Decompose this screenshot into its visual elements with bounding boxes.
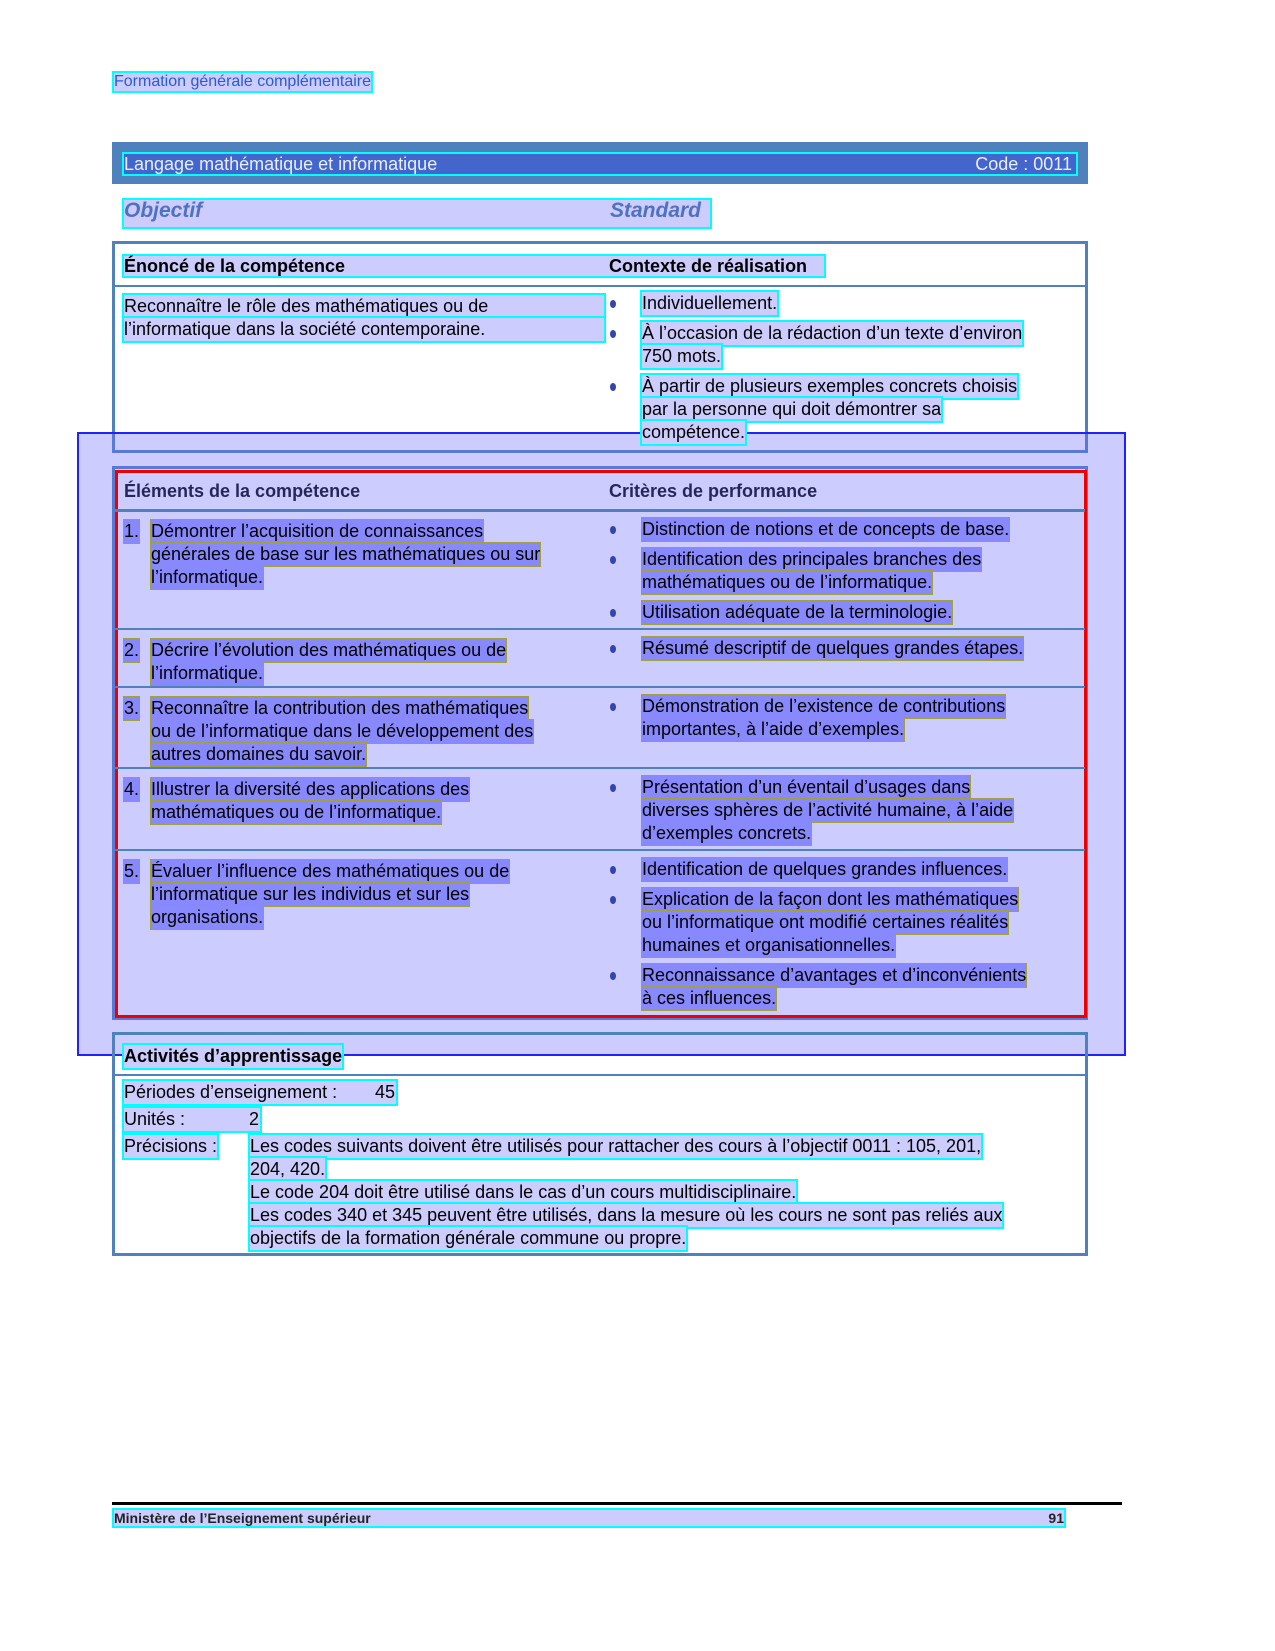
bullet-icon bbox=[610, 383, 616, 391]
bullet-icon bbox=[610, 784, 616, 792]
element-line: Démontrer l’acquisition de connaissances bbox=[151, 521, 484, 541]
element-number: 5. bbox=[124, 861, 140, 881]
footer-rule bbox=[112, 1502, 1122, 1505]
row-divider bbox=[115, 686, 1085, 688]
bullet-icon bbox=[610, 556, 616, 564]
criterion-line: ou l’informatique ont modifié certaines réalités bbox=[642, 912, 1009, 932]
contexte-label: Contexte de réalisation bbox=[609, 256, 808, 276]
bullet-icon bbox=[610, 300, 616, 308]
bullet-icon bbox=[610, 866, 616, 874]
criterion-line: diverses sphères de l’activité humaine, à l’aide bbox=[642, 800, 1014, 820]
program-header: Formation générale complémentaire bbox=[114, 73, 372, 90]
header-divider bbox=[115, 510, 1085, 512]
precision-line: Les codes suivants doivent être utilisés pour rattacher des cours à l’objectif 0011 : 105, 201, bbox=[250, 1136, 982, 1156]
unites-value: 2 bbox=[249, 1109, 260, 1129]
bullet-icon bbox=[610, 609, 616, 617]
standard-heading: Standard bbox=[610, 199, 702, 222]
course-code: Code : 0011 bbox=[975, 154, 1072, 174]
criterion-line: Présentation d’un éventail d’usages dans bbox=[642, 777, 971, 797]
criterion-line: humaines et organisationnelles. bbox=[642, 935, 896, 955]
element-number: 2. bbox=[124, 640, 140, 660]
criterion-line: Explication de la façon dont les mathématiques bbox=[642, 889, 1019, 909]
enonce-label: Énoncé de la compétence bbox=[124, 256, 346, 276]
criterion-line: Identification de quelques grandes influences. bbox=[642, 859, 1008, 879]
row-divider bbox=[115, 628, 1085, 630]
criterion-line: Distinction de notions et de concepts de base. bbox=[642, 519, 1010, 539]
bullet-icon bbox=[610, 972, 616, 980]
element-line: l’informatique sur les individus et sur les bbox=[151, 884, 470, 904]
contexte-line: Individuellement. bbox=[642, 293, 778, 313]
precision-line: 204, 420. bbox=[250, 1159, 326, 1179]
element-number: 3. bbox=[124, 698, 140, 718]
element-line: Illustrer la diversité des applications des bbox=[151, 779, 470, 799]
course-title bbox=[124, 154, 1076, 174]
element-number: 1. bbox=[124, 521, 140, 541]
criterion-line: Résumé descriptif de quelques grandes étapes. bbox=[642, 638, 1024, 658]
criterion-line: importantes, à l’aide d’exemples. bbox=[642, 719, 905, 739]
element-line: Décrire l’évolution des mathématiques ou de bbox=[151, 640, 507, 660]
contexte-line: À partir de plusieurs exemples concrets choisis bbox=[642, 376, 1018, 396]
periodes-value: 45 bbox=[375, 1082, 396, 1102]
periodes-row bbox=[124, 1081, 396, 1104]
precision-line: Le code 204 doit être utilisé dans le cas d’un cours multidisciplinaire. bbox=[250, 1182, 797, 1202]
criterion-line: d’exemples concrets. bbox=[642, 823, 812, 843]
bullet-icon bbox=[610, 896, 616, 904]
contexte-line: par la personne qui doit démontrer sa bbox=[642, 399, 942, 419]
precision-line: Les codes 340 et 345 peuvent être utilisés, dans la mesure où les cours ne sont pas reliés aux bbox=[250, 1205, 1003, 1225]
criteres-label: Critères de performance bbox=[609, 481, 818, 501]
contexte-line: compétence. bbox=[642, 422, 746, 442]
element-line: générales de base sur les mathématiques ou sur bbox=[151, 544, 541, 564]
criterion-line: Identification des principales branches des bbox=[642, 549, 982, 569]
criterion-line: Utilisation adéquate de la terminologie. bbox=[642, 602, 953, 622]
bullet-icon bbox=[610, 526, 616, 534]
page-number: 91 bbox=[1048, 1510, 1064, 1526]
element-line: l’informatique. bbox=[151, 663, 264, 683]
row-divider bbox=[115, 849, 1085, 851]
periodes-label: Périodes d’enseignement : bbox=[124, 1082, 338, 1102]
unites-label: Unités : bbox=[124, 1109, 186, 1129]
element-line: organisations. bbox=[151, 907, 264, 927]
activites-label: Activités d’apprentissage bbox=[124, 1046, 343, 1066]
contexte-line: 750 mots. bbox=[642, 346, 722, 366]
element-number: 4. bbox=[124, 779, 140, 799]
divider bbox=[115, 285, 1085, 287]
precision-line: objectifs de la formation générale commune ou propre. bbox=[250, 1228, 687, 1248]
contexte-line: À l’occasion de la rédaction d’un texte d’environ bbox=[642, 323, 1023, 343]
enonce-line: l’informatique dans la société contemporaine. bbox=[124, 318, 604, 341]
element-line: Évaluer l’influence des mathématiques ou de bbox=[151, 861, 510, 881]
enonce-line: Reconnaître le rôle des mathématiques ou de bbox=[124, 295, 604, 318]
footer bbox=[114, 1510, 1064, 1526]
course-title-text: Langage mathématique et informatique bbox=[124, 154, 438, 174]
bullet-icon bbox=[610, 645, 616, 653]
objectif-heading: Objectif bbox=[124, 199, 203, 222]
element-line: l’informatique. bbox=[151, 567, 264, 587]
criterion-line: mathématiques ou de l’informatique. bbox=[642, 572, 933, 592]
criterion-line: à ces influences. bbox=[642, 988, 777, 1008]
elements-label: Éléments de la compétence bbox=[124, 481, 361, 501]
criterion-line: Reconnaissance d’avantages et d’inconvénients bbox=[642, 965, 1027, 985]
unites-row bbox=[124, 1108, 260, 1131]
ministry-name: Ministère de l’Enseignement supérieur bbox=[114, 1510, 371, 1526]
element-line: mathématiques ou de l’informatique. bbox=[151, 802, 442, 822]
element-line: autres domaines du savoir. bbox=[151, 744, 367, 764]
criterion-line: Démonstration de l’existence de contributions bbox=[642, 696, 1006, 716]
element-line: Reconnaître la contribution des mathématiques bbox=[151, 698, 529, 718]
element-line: ou de l’informatique dans le développement des bbox=[151, 721, 534, 741]
bullet-icon bbox=[610, 703, 616, 711]
bullet-icon bbox=[610, 330, 616, 338]
row-divider bbox=[115, 767, 1085, 769]
precisions-label: Précisions : bbox=[124, 1136, 218, 1156]
divider bbox=[115, 1074, 1085, 1076]
